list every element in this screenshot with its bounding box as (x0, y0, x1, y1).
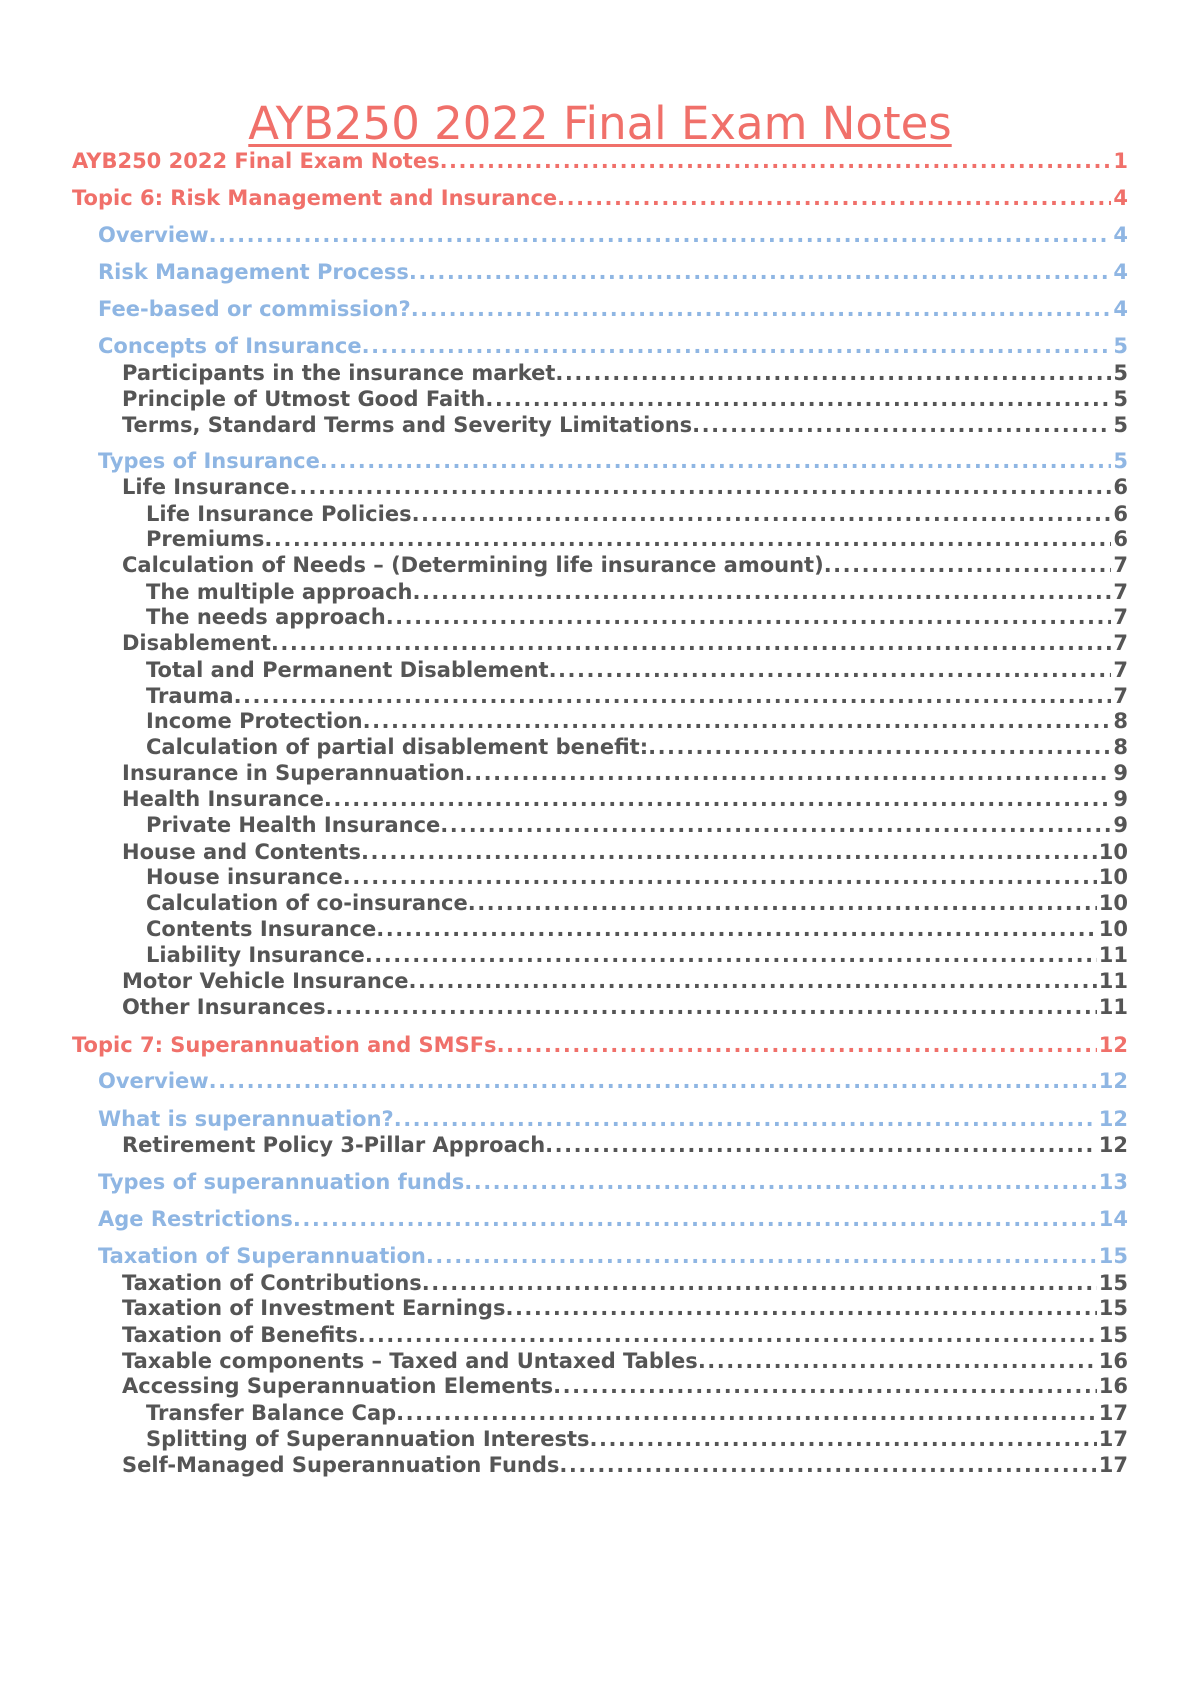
toc-entry-label: Insurance in Superannuation (122, 761, 465, 785)
toc-page-number: 7 (1113, 580, 1128, 604)
toc-page-number: 5 (1113, 449, 1128, 473)
toc-entry-label: Age Restrictions (98, 1207, 293, 1231)
toc-page-number: 9 (1113, 813, 1128, 837)
toc-page-number: 12 (1098, 1133, 1128, 1157)
toc-page-number: 14 (1098, 1207, 1128, 1231)
toc-entry-label: Total and Permanent Disablement (146, 658, 549, 682)
toc-entry-label: Self-Managed Superannuation Funds (122, 1453, 560, 1477)
toc-page-number: 4 (1113, 297, 1128, 321)
toc-entry-label: Topic 7: Superannuation and SMSFs (72, 1033, 497, 1057)
toc-page-number: 11 (1098, 995, 1128, 1019)
toc-entry-label: AYB250 2022 Final Exam Notes (72, 149, 440, 173)
toc-page-number: 16 (1098, 1374, 1128, 1398)
toc-dot-leader (559, 1450, 1096, 1480)
toc-dot-leader (271, 628, 1111, 658)
toc-entry[interactable] (98, 1241, 1128, 1271)
toc-entry[interactable] (122, 472, 1128, 502)
toc-entry-label: Accessing Superannuation Elements (122, 1374, 554, 1398)
toc-page-number: 5 (1113, 413, 1128, 437)
toc-page-number: 17 (1098, 1401, 1128, 1425)
toc-entry-label: Trauma (146, 684, 234, 708)
toc-entry-label: Retirement Policy 3-Pillar Approach (122, 1133, 546, 1157)
toc-dot-leader (440, 810, 1111, 840)
toc-page-number: 5 (1113, 361, 1128, 385)
toc-page-number: 10 (1098, 865, 1128, 889)
toc-dot-leader (557, 183, 1111, 213)
toc-dot-leader (464, 1167, 1097, 1197)
toc-dot-leader (293, 1204, 1097, 1234)
toc-dot-leader (497, 1030, 1097, 1060)
toc-page-number: 7 (1113, 553, 1128, 577)
toc-page-number: 6 (1113, 475, 1128, 499)
toc-entry[interactable] (72, 146, 1128, 176)
toc-page-number: 1 (1113, 149, 1128, 173)
toc-entry[interactable] (122, 1293, 1128, 1323)
toc-page-number: 6 (1113, 502, 1128, 526)
toc-page-number: 12 (1098, 1107, 1128, 1131)
toc-dot-leader (362, 331, 1112, 361)
toc-page-number: 9 (1113, 787, 1128, 811)
toc-dot-leader (209, 1066, 1097, 1096)
toc-page-number: 9 (1113, 761, 1128, 785)
toc-entry-label: Contents Insurance (146, 917, 377, 941)
toc-entry[interactable] (122, 1130, 1128, 1160)
toc-page-number: 8 (1113, 735, 1128, 759)
toc-page-number: 7 (1113, 684, 1128, 708)
toc-entry-label: Taxable components – Taxed and Untaxed Tables (122, 1349, 698, 1373)
toc-entry-label: Splitting of Superannuation Interests (146, 1427, 590, 1451)
toc-entry-label: Life Insurance Policies (146, 502, 412, 526)
toc-entry-label: Fee-based or commission? (98, 297, 411, 321)
toc-entry[interactable] (122, 410, 1128, 440)
toc-entry-label: Terms, Standard Terms and Severity Limitations (122, 413, 693, 437)
toc-page-number: 15 (1098, 1244, 1128, 1268)
toc-entry-label: Topic 6: Risk Management and Insurance (72, 186, 558, 210)
toc-dot-leader (545, 1130, 1097, 1160)
toc-entry[interactable] (98, 1066, 1128, 1096)
toc-entry-label: Taxation of Benefits (122, 1323, 358, 1347)
toc-entry[interactable] (98, 1167, 1128, 1197)
toc-dot-leader (553, 1371, 1097, 1401)
toc-entry-label: House insurance (146, 865, 343, 889)
toc-page-number: 15 (1098, 1323, 1128, 1347)
toc-page-number: 5 (1113, 387, 1128, 411)
toc-page-number: 5 (1113, 334, 1128, 358)
toc-dot-leader (411, 294, 1112, 324)
toc-page-number: 10 (1098, 891, 1128, 915)
toc-page-number: 11 (1098, 943, 1128, 967)
toc-entry-label: Participants in the insurance market (122, 361, 556, 385)
toc-dot-leader (824, 550, 1112, 580)
toc-page-number: 11 (1098, 969, 1128, 993)
toc-page-number: 10 (1098, 840, 1128, 864)
toc-entry-label: Taxation of Investment Earnings (122, 1296, 506, 1320)
toc-page-number: 6 (1113, 527, 1128, 551)
toc-page-number: 10 (1098, 917, 1128, 941)
toc-page-number: 7 (1113, 658, 1128, 682)
toc-dot-leader (692, 410, 1111, 440)
toc-entry-label: Overview (98, 1069, 209, 1093)
toc-entry-label: Transfer Balance Cap (146, 1401, 397, 1425)
toc-entry-label: Motor Vehicle Insurance (122, 969, 409, 993)
toc-entry[interactable] (72, 183, 1128, 213)
toc-entry-label: Private Health Insurance (146, 813, 441, 837)
toc-dot-leader (505, 1293, 1096, 1323)
toc-page-number: 17 (1098, 1453, 1128, 1477)
toc-entry-label: Calculation of co-insurance (146, 891, 468, 915)
toc-page-number: 12 (1098, 1033, 1128, 1057)
toc-entry-label: Types of superannuation funds (98, 1170, 465, 1194)
toc-dot-leader (440, 146, 1112, 176)
toc-entry[interactable] (72, 1030, 1128, 1060)
toc-page-number: 15 (1098, 1296, 1128, 1320)
toc-entry-label: Taxation of Superannuation (98, 1244, 426, 1268)
toc-entry[interactable] (98, 294, 1128, 324)
toc-dot-leader (426, 1241, 1097, 1271)
toc-entry-label: Life Insurance (122, 475, 290, 499)
toc-entry-label: Premiums (146, 527, 265, 551)
toc-page-number: 4 (1113, 223, 1128, 247)
toc-entry[interactable] (122, 1371, 1128, 1401)
toc-page-number: 7 (1113, 631, 1128, 655)
toc-dot-leader (326, 992, 1097, 1022)
toc-entry[interactable] (98, 1204, 1128, 1234)
toc-entry-label: The multiple approach (146, 580, 413, 604)
toc-entry-label: Calculation of Needs – (Determining life insurance amount) (122, 553, 824, 577)
toc-page-number: 13 (1098, 1170, 1128, 1194)
toc-page-number: 15 (1098, 1271, 1128, 1295)
toc-entry-label: Health Insurance (122, 787, 324, 811)
toc-entry-label: The needs approach (146, 605, 386, 629)
toc-dot-leader (209, 220, 1112, 250)
toc-entry-label: Calculation of partial disablement benefit: (146, 735, 649, 759)
toc-dot-leader (290, 472, 1112, 502)
toc-page-number: 7 (1113, 605, 1128, 629)
toc-page-number: 16 (1098, 1349, 1128, 1373)
toc-entry[interactable] (98, 257, 1128, 287)
document-title: AYB250 2022 Final Exam Notes (248, 97, 952, 150)
toc-entry-label: Liability Insurance (146, 943, 365, 967)
toc-page-number: 4 (1113, 186, 1128, 210)
toc-entry-label: Overview (98, 223, 209, 247)
toc-entry[interactable] (122, 628, 1128, 658)
toc-page-number: 12 (1098, 1069, 1128, 1093)
toc-dot-leader (409, 257, 1111, 287)
toc-entry-label: Other Insurances (122, 995, 326, 1019)
toc-entry-label: Income Protection (146, 709, 363, 733)
toc-entry-label: What is superannuation? (98, 1107, 394, 1131)
toc-entry[interactable] (146, 810, 1128, 840)
toc-entry-label: Types of Insurance (98, 449, 320, 473)
toc-entry-label: Risk Management Process (98, 260, 409, 284)
toc-entry-label: Taxation of Contributions (122, 1271, 422, 1295)
toc-entry-label: House and Contents (122, 840, 362, 864)
toc-entry-label: Disablement (122, 631, 271, 655)
toc-entry[interactable] (122, 992, 1128, 1022)
toc-entry[interactable] (122, 550, 1128, 580)
toc-entry[interactable] (98, 331, 1128, 361)
toc-entry[interactable] (98, 220, 1128, 250)
toc-page-number: 17 (1098, 1427, 1128, 1451)
toc-entry-label: Principle of Utmost Good Faith (122, 387, 486, 411)
toc-page-number: 8 (1113, 709, 1128, 733)
toc-entry-label: Concepts of Insurance (98, 334, 362, 358)
toc-page-number: 4 (1113, 260, 1128, 284)
toc-entry[interactable] (122, 1450, 1128, 1480)
